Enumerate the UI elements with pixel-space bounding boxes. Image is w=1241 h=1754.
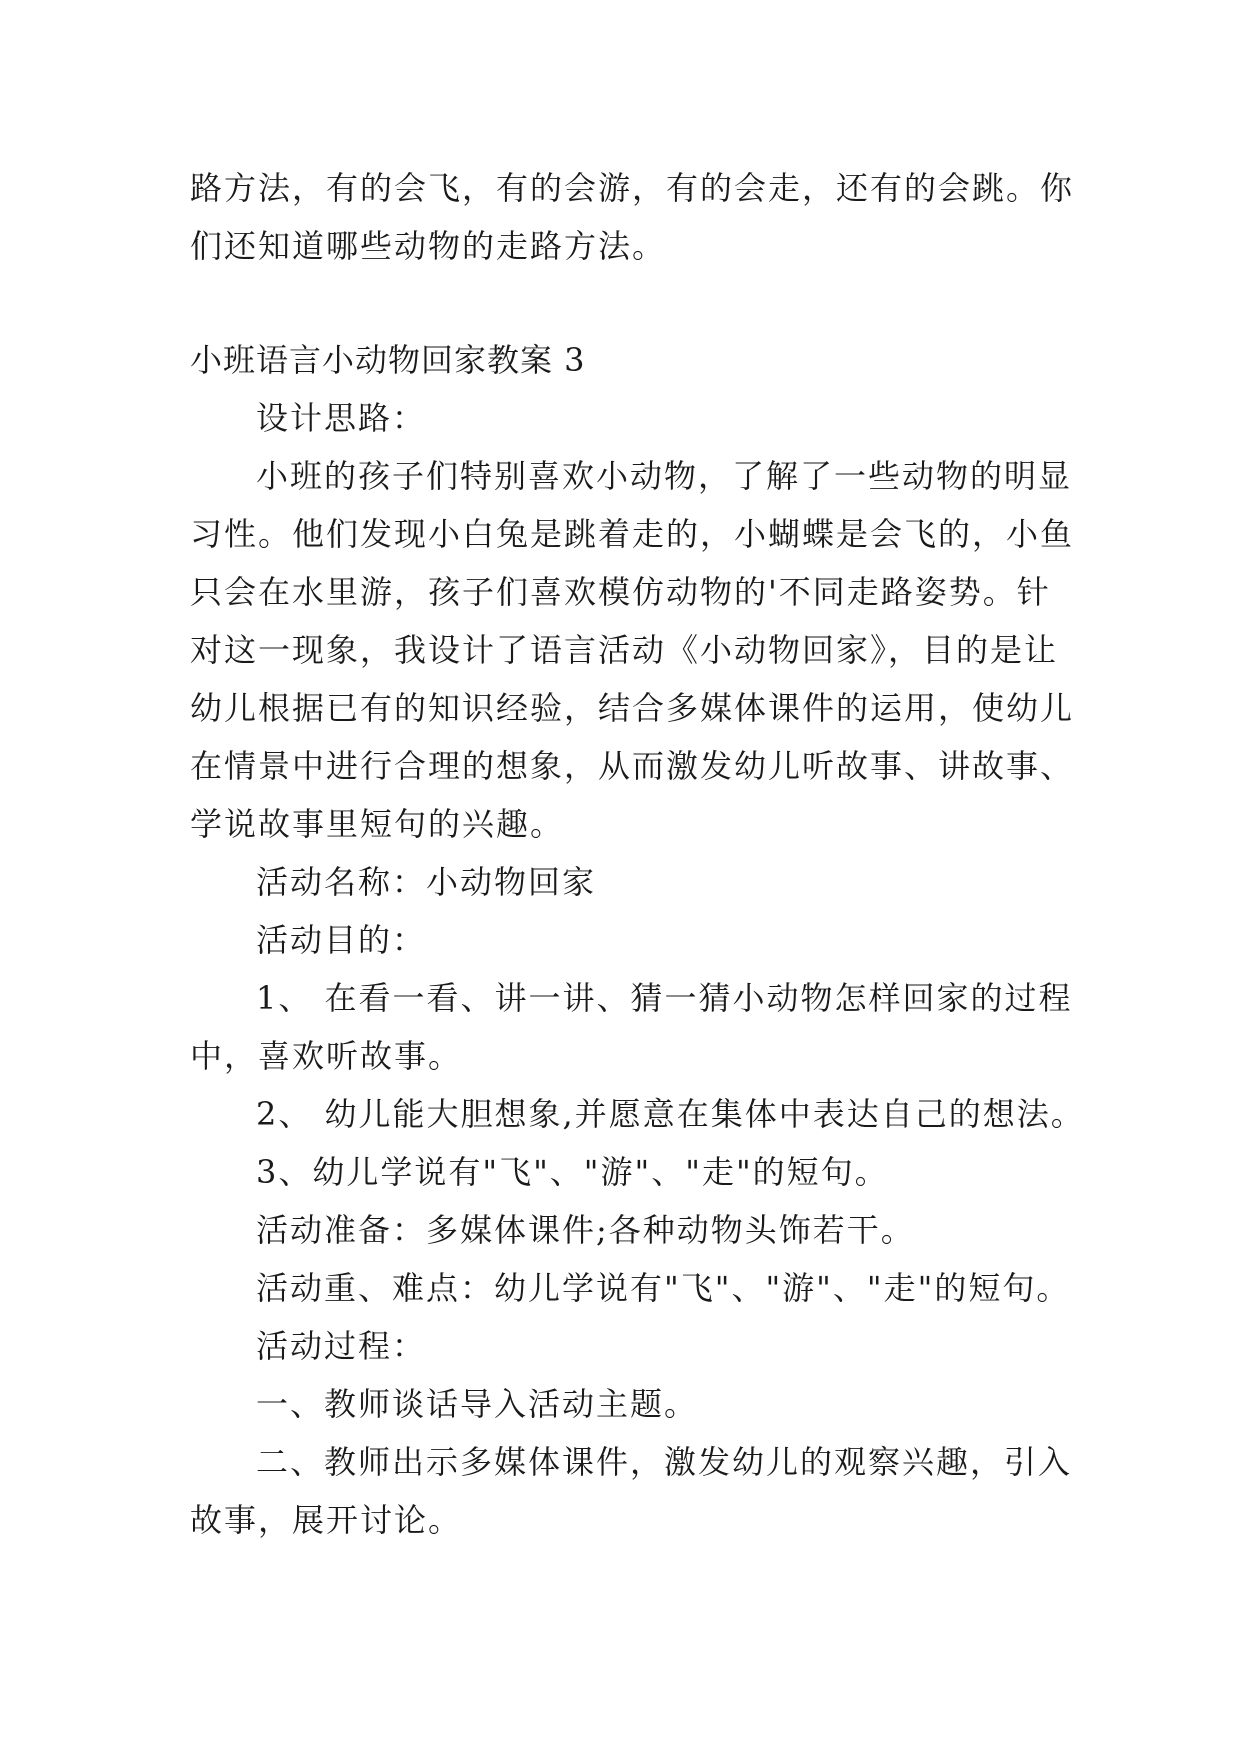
activity-name: 活动名称：小动物回家 bbox=[256, 863, 597, 901]
design-paragraph-line-7: 学说故事里短句的兴趣。 bbox=[190, 805, 565, 843]
activity-process-label: 活动过程： bbox=[256, 1327, 427, 1365]
design-label: 设计思路： bbox=[256, 399, 427, 437]
design-paragraph-line-1: 小班的孩子们特别喜欢小动物，了解了一些动物的明显 bbox=[256, 457, 1073, 495]
activity-key-points: 活动重、难点：幼儿学说有"飞"、"游"、"走"的短句。 bbox=[256, 1269, 1071, 1307]
process-step-2: 二、教师出示多媒体课件，激发幼儿的观察兴趣，引入 bbox=[256, 1443, 1073, 1481]
goal-line-3: 2、 幼儿能大胆想象,并愿意在集体中表达自己的想法。 bbox=[256, 1095, 1085, 1133]
design-paragraph-line-5: 幼儿根据已有的知识经验，结合多媒体课件的运用，使幼儿 bbox=[190, 689, 1075, 727]
continuation-line-2: 们还知道哪些动物的走路方法。 bbox=[190, 227, 667, 265]
goal-line-1: 1、 在看一看、讲一讲、猜一猜小动物怎样回家的过程 bbox=[256, 979, 1073, 1017]
continuation-line-1: 路方法，有的会飞，有的会游，有的会走，还有的会跳。你 bbox=[190, 169, 1075, 207]
design-paragraph-line-3: 只会在水里游，孩子们喜欢模仿动物的'不同走路姿势。针 bbox=[190, 573, 1051, 611]
activity-goal-label: 活动目的： bbox=[256, 921, 427, 959]
section-title: 小班语言小动物回家教案 3 bbox=[190, 341, 586, 379]
activity-preparation: 活动准备：多媒体课件;各种动物头饰若干。 bbox=[256, 1211, 915, 1249]
goal-line-2: 中，喜欢听故事。 bbox=[190, 1037, 463, 1075]
process-step-1: 一、教师谈话导入活动主题。 bbox=[256, 1385, 699, 1423]
design-paragraph-line-2: 习性。他们发现小白兔是跳着走的，小蝴蝶是会飞的，小鱼 bbox=[190, 515, 1075, 553]
design-paragraph-line-6: 在情景中进行合理的想象，从而激发幼儿听故事、讲故事、 bbox=[190, 747, 1075, 785]
design-paragraph-line-4: 对这一现象，我设计了语言活动《小动物回家》，目的是让 bbox=[190, 631, 1059, 669]
goal-line-4: 3、幼儿学说有"飞"、"游"、"走"的短句。 bbox=[256, 1153, 889, 1191]
process-step-2-continued: 故事，展开讨论。 bbox=[190, 1501, 463, 1539]
